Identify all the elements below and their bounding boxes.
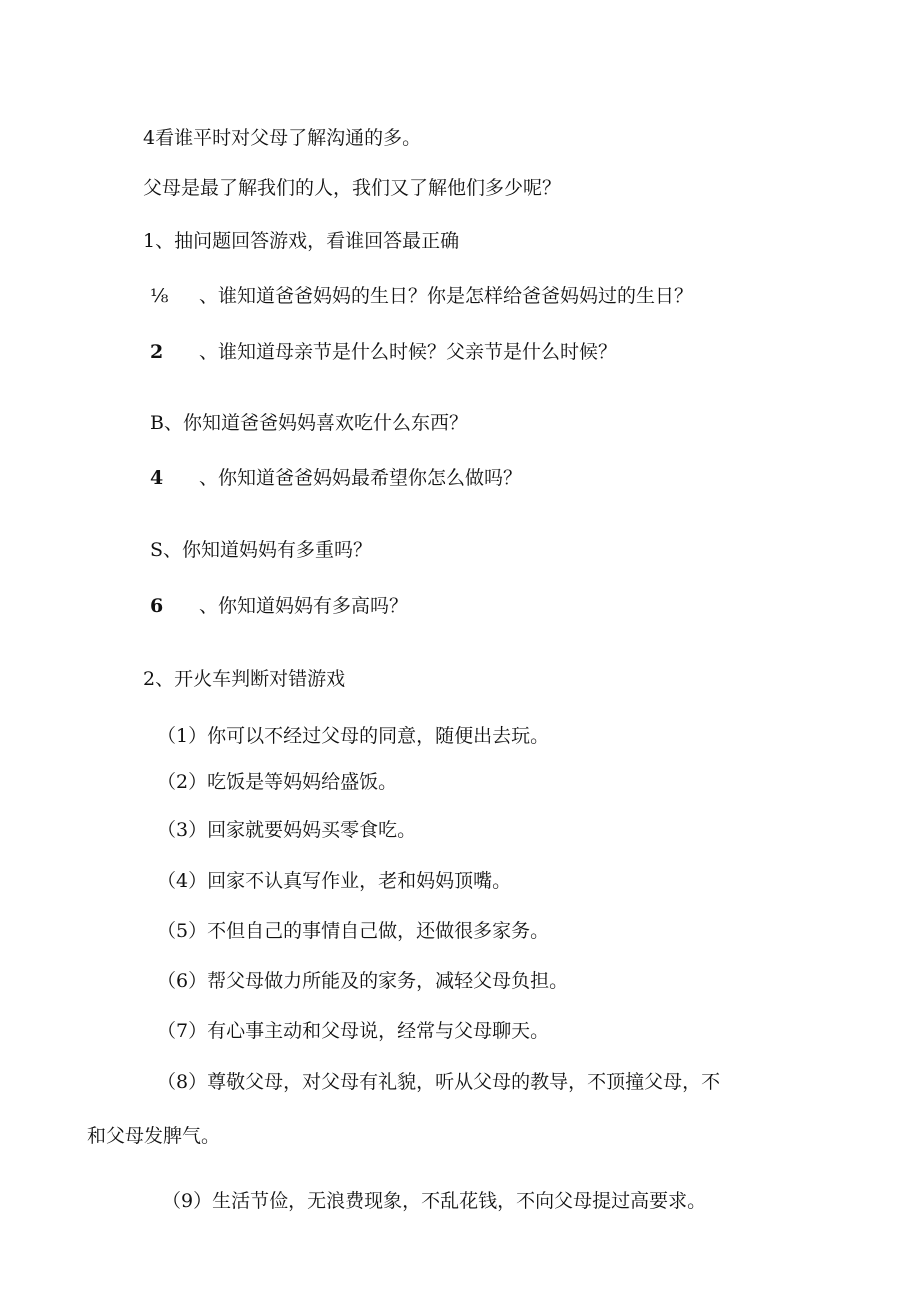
question-text: 、你知道爸爸妈妈最希望你怎么做吗？ [199,467,523,489]
list-item-continuation: 和父母发脾气。 [87,1125,221,1147]
list-item: （4）回家不认真写作业，老和妈妈顶嘴。 [157,870,512,892]
section2-title: 2、开火车判断对错游戏 [143,668,346,690]
list-item: （1）你可以不经过父母的同意，随便出去玩。 [157,725,550,747]
list-item: （8）尊敬父母，对父母有礼貌，听从父母的教导，不顶撞父母，不 [157,1071,721,1093]
question-marker: ⅛ [150,285,169,307]
list-item: （6）帮父母做力所能及的家务，减轻父母负担。 [157,970,569,992]
list-item: （3）回家就要妈妈买零食吃。 [157,819,417,841]
list-item: （9）生活节俭，无浪费现象，不乱花钱，不向父母提过高要求。 [162,1190,707,1212]
list-item: （2）吃饭是等妈妈给盛饭。 [157,771,398,793]
question-text: 、谁知道母亲节是什么时候？父亲节是什么时候？ [199,341,618,363]
section1-title: 1、抽问题回答游戏，看谁回答最正确 [143,230,460,252]
question-text: 、谁知道爸爸妈妈的生日？你是怎样给爸爸妈妈过的生日？ [199,285,694,307]
question-marker: 2 [150,341,164,363]
intro-lead: 父母是最了解我们的人，我们又了解他们多少呢？ [143,177,562,199]
question-text: B、你知道爸爸妈妈喜欢吃什么东西？ [150,412,468,434]
list-item: （5）不但自己的事情自己做，还做很多家务。 [157,920,550,942]
question-marker: 4 [150,467,164,489]
intro-heading: 4看谁平时对父母了解沟通的多。 [143,127,422,149]
list-item: （7）有心事主动和父母说，经常与父母聊天。 [157,1020,550,1042]
question-text: S、你知道妈妈有多重吗？ [150,539,373,561]
question-text: 、你知道妈妈有多高吗？ [199,595,409,617]
question-marker: 6 [150,595,164,617]
